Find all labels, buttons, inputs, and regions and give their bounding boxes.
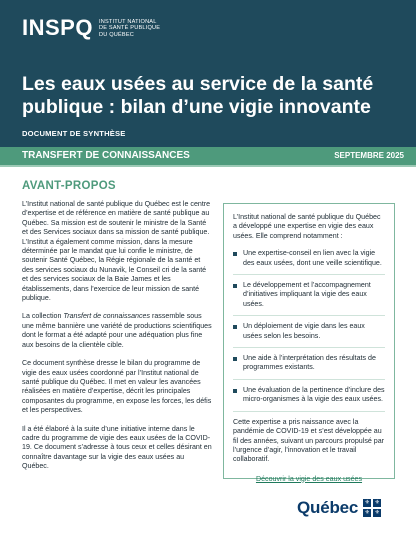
collection-name: Transfert de connaissances [63,312,151,321]
box-outro: Cette expertise a pris naissance avec la pandémie de COVID-19 et s’est développée au fil des années, suivant un parcours propulsé par l’urgence d’agir, l’innovation et le travail collaboratif. [233,417,385,464]
paragraph-text: rassemble sous une même bannière une variété de productions scientifiques dont le format a été adapté pour une adéquation plus fine aux besoins de la clientèle cible. [22,312,212,349]
inspq-logo[interactable] [22,17,160,39]
list-item [233,249,385,275]
fleur-de-lis-icon: ⚜ [364,510,370,516]
discover-link[interactable]: Découvrir la vigie des eaux usées [255,474,363,483]
logo-wordmark: INSPQ [22,15,93,40]
list-item-text: Le développement et l’accompagnement d’initiatives impliquant la vigie des eaux usées. [243,281,371,308]
fleur-de-lis-icon [363,499,381,517]
fleur-de-lis-icon: ⚜ [374,510,380,516]
document-type: DOCUMENT DE SYNTHÈSE [22,129,126,138]
expertise-list [233,249,385,411]
list-item-text: Une expertise-conseil en lien avec la vigie des eaux usées, dont une veille scientifique. [243,249,382,267]
list-item [233,322,385,348]
foreword-text [22,200,212,481]
square-bullet-icon [233,325,237,329]
publication-date: SEPTEMBRE 2025 [334,151,404,160]
list-item-text: Une évaluation de la pertinence d’inclure des micro-organismes à la vigie des eaux usées. [243,385,385,404]
square-bullet-icon [233,284,237,288]
band-divider [0,165,416,167]
fleur-de-lis-icon: ⚜ [364,500,370,506]
fleur-de-lis-icon: ⚜ [374,500,380,506]
list-item-text: Un déploiement de vigie dans les eaux usées selon les besoins. [243,322,365,340]
box-intro: L’Institut national de santé publique du Québec a développé une expertise en vigie des eaux usées. Elle comprend notamment : [233,213,381,240]
expertise-box [223,203,395,483]
paragraph: L’Institut national de santé publique du Québec est le centre d’expertise et de référence en matière de santé publique au Québec. Sa mission est de soutenir le ministre de la Santé et des Services sociaux dans sa mission de santé publique. L’Institut a également comme mission, dans la mesure déterminée par le mandat que lui confie le ministre, de soutenir Santé Québec, la Régie régionale de la santé et des services sociaux du Nunavik, le Conseil cri de la santé et des services sociaux de la Baie James et les établissements, dans l’exercice de leur mission de santé publique. [22,200,211,303]
paragraph [22,312,212,350]
logo-sub-line: INSTITUT NATIONAL [98,19,157,25]
list-item-text: Une aide à l’interprétation des résultats de programmes existants. [243,354,376,372]
list-item [233,354,385,380]
quebec-wordmark: Québec [297,498,359,517]
collection-label: TRANSFERT DE CONNAISSANCES [22,150,190,161]
list-item [233,386,385,412]
paragraph: Ce document synthèse dresse le bilan du programme de vigie des eaux usées coordonné par l’Institut national de santé publique du Québec. Il met en valeur les avancées réalisées en matière d’expertise, décrit les principales composantes du programme, en expose les forces, les défis et les perspectives. [22,359,212,415]
logo-subtitle [99,19,160,38]
quebec-logo[interactable] [297,498,381,518]
document-title: Les eaux usées au service de la santé publique : bilan d’une vigie innovante [22,73,374,118]
list-item [233,281,385,316]
paragraph-text: La collection [22,312,64,321]
logo-sub-line: DU QUÉBEC [98,31,135,38]
header-banner [0,0,416,147]
section-title: AVANT-PROPOS [22,180,116,192]
square-bullet-icon [233,357,237,361]
paragraph: Il a été élaboré à la suite d’une initiative interne dans le cadre du programme de vigie des eaux usées de la COVID-19. Ce document s’adresse à tous ceux et celles désirant en connaître davantage sur la vigie des eaux usées au Québec. [22,424,212,471]
category-band [0,147,416,165]
square-bullet-icon [233,389,237,393]
logo-sub-line: DE SANTÉ PUBLIQUE [98,25,161,32]
square-bullet-icon [233,252,237,256]
